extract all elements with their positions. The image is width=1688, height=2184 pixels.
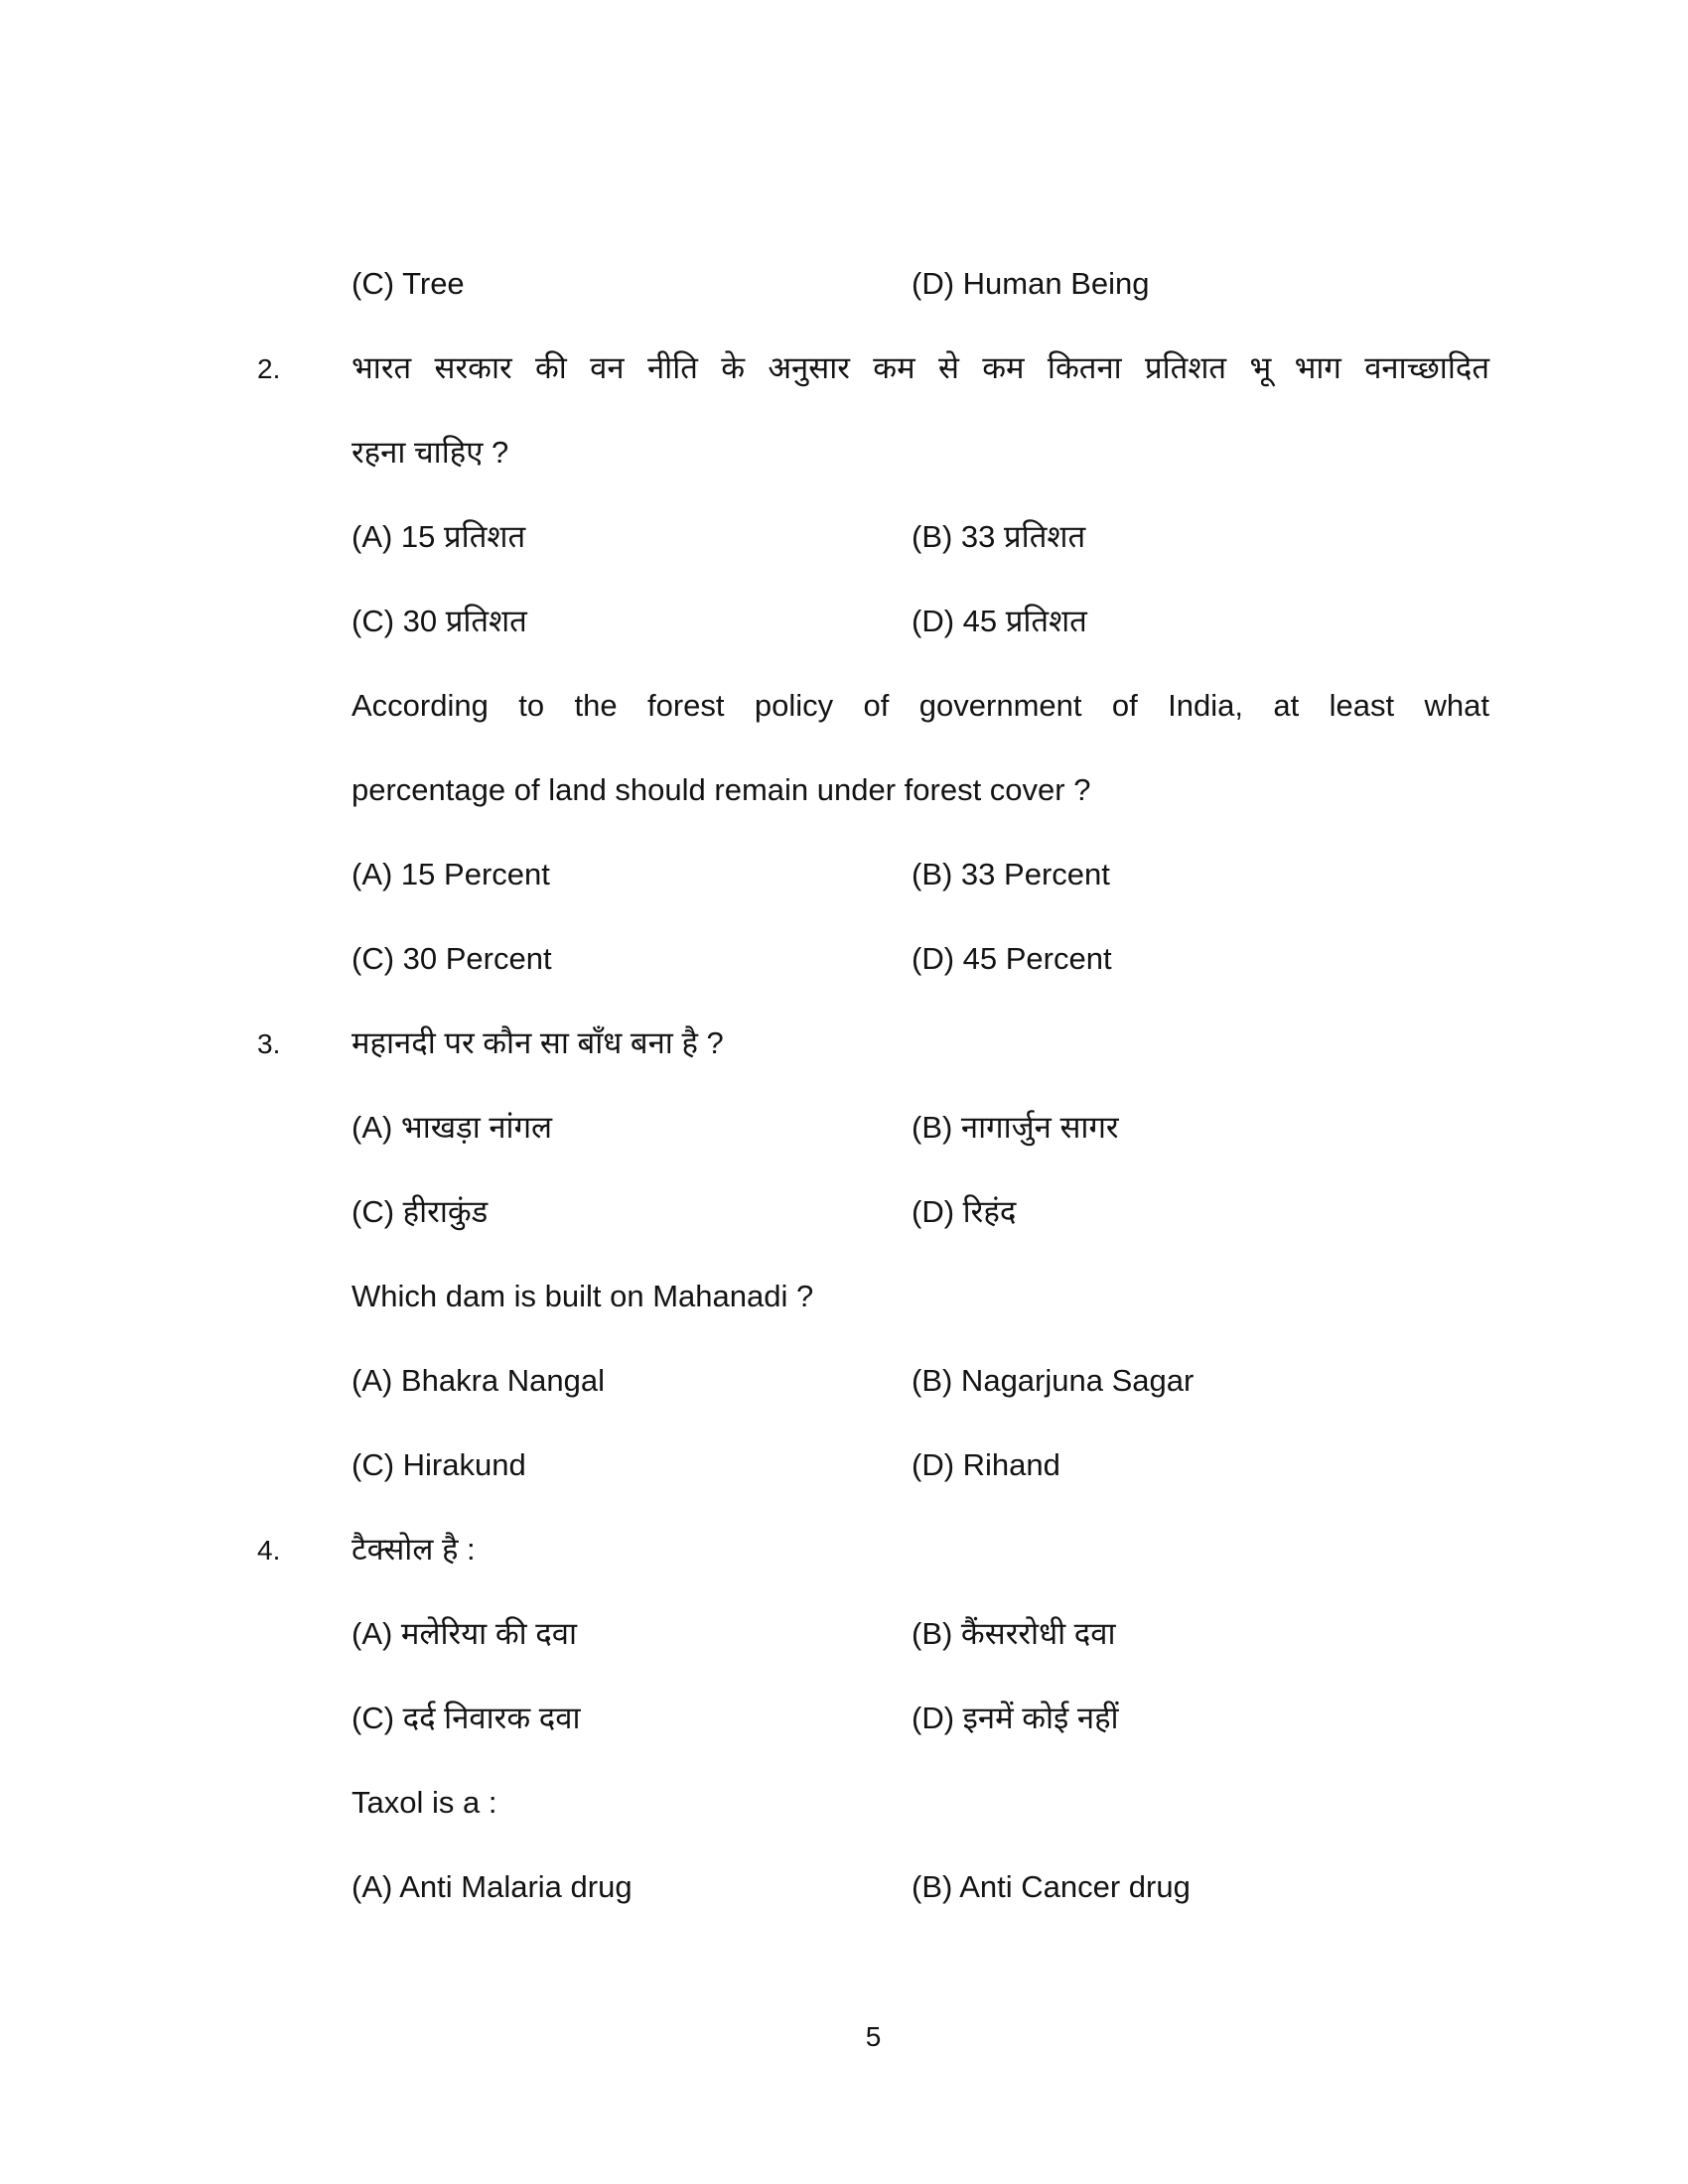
question-4-hindi-options-ab-row [257, 1614, 1489, 1699]
question-4-english-options-ab-row [257, 1867, 1489, 1952]
question-4-english-line-1: Taxol is a : [352, 1785, 497, 1820]
question-4-number: 4. [257, 1535, 281, 1566]
question-2-english-line-2-row [257, 770, 1489, 855]
question-2-english-line-1: According to the forest policy of government of India, at least what [352, 688, 1489, 723]
question-2-english-option-a: (A) 15 Percent [352, 857, 550, 891]
question-2-hindi-option-d: (D) 45 प्रतिशत [912, 604, 1087, 638]
question-3-english-option-b: (B) Nagarjuna Sagar [912, 1363, 1195, 1398]
question-4-hindi-line-1: टैक्सोल है : [352, 1532, 476, 1567]
question-3-hindi-option-d: (D) रिहंद [912, 1194, 1017, 1229]
question-4-english-line-1-row [257, 1783, 1489, 1867]
question-3-number: 3. [257, 1028, 281, 1059]
question-3-hindi-options-ab-row [257, 1108, 1489, 1192]
question-4-hindi-option-b: (B) कैंसररोधी दवा [912, 1616, 1116, 1651]
question-4-english-option-a: (A) Anti Malaria drug [352, 1869, 633, 1904]
question-2-hindi-line-1: भारत सरकार की वन नीति के अनुसार कम से कम कितना प्रतिशत भू भाग वनाच्छादित [352, 350, 1489, 385]
question-3-english-option-d: (D) Rihand [912, 1447, 1060, 1482]
question-2-english-option-d: (D) 45 Percent [912, 941, 1112, 976]
question-2-hindi-options-cd-row [257, 602, 1489, 686]
question-2-hindi-option-a: (A) 15 प्रतिशत [352, 519, 526, 554]
question-4-hindi-option-d: (D) इनमें कोई नहीं [912, 1701, 1119, 1735]
question-3-hindi-option-c: (C) हीराकुंड [352, 1194, 489, 1229]
question-3-english-option-a: (A) Bhakra Nangal [352, 1363, 606, 1398]
question-3-hindi-option-a: (A) भाखड़ा नांगल [352, 1110, 553, 1145]
question-2-hindi-option-c: (C) 30 प्रतिशत [352, 604, 527, 638]
question-3-hindi-line-1: महानदी पर कौन सा बाँध बना है ? [352, 1025, 724, 1060]
question-2-english-options-cd-row [257, 939, 1489, 1024]
question-2-english-option-b: (B) 33 Percent [912, 857, 1110, 891]
question-2-hindi-options-ab-row [257, 517, 1489, 602]
question-3-english-options-cd-row [257, 1445, 1489, 1530]
question-4-hindi-option-a: (A) मलेरिया की दवा [352, 1616, 577, 1651]
question-2-number: 2. [257, 353, 281, 384]
page-number: 5 [865, 2021, 882, 2052]
question-3-hindi-option-b: (B) नागार्जुन सागर [912, 1110, 1119, 1145]
question-3-english-line-1: Which dam is built on Mahanadi ? [352, 1279, 814, 1313]
question-1-option-c: (C) Tree [352, 266, 465, 301]
question-4-english-option-b: (B) Anti Cancer drug [912, 1869, 1191, 1904]
question-3-english-line-1-row [257, 1277, 1489, 1361]
page-content [257, 264, 1489, 1952]
question-2-english-option-c: (C) 30 Percent [352, 941, 552, 976]
question-2-english-line-2: percentage of land should remain under forest cover ? [352, 772, 1091, 807]
question-3-hindi-options-cd-row [257, 1192, 1489, 1277]
question-3-hindi-row [257, 1024, 1489, 1108]
question-2-hindi-line-2: रहना चाहिए ? [352, 435, 509, 470]
question-2-english-options-ab-row [257, 855, 1489, 939]
question-2-hindi-row [257, 348, 1489, 433]
question-2-hindi-option-b: (B) 33 प्रतिशत [912, 519, 1086, 554]
question-4-hindi-options-cd-row [257, 1699, 1489, 1783]
question-2-english-line-1-row [257, 686, 1489, 770]
question-3-english-options-ab-row [257, 1361, 1489, 1445]
question-3-english-option-c: (C) Hirakund [352, 1447, 526, 1482]
question-4-hindi-row [257, 1530, 1489, 1614]
question-1-option-d: (D) Human Being [912, 266, 1150, 301]
question-4-hindi-option-c: (C) दर्द निवारक दवा [352, 1701, 581, 1735]
question-1-options-cd-row [257, 264, 1489, 348]
question-2-hindi-line-2-row [257, 433, 1489, 517]
